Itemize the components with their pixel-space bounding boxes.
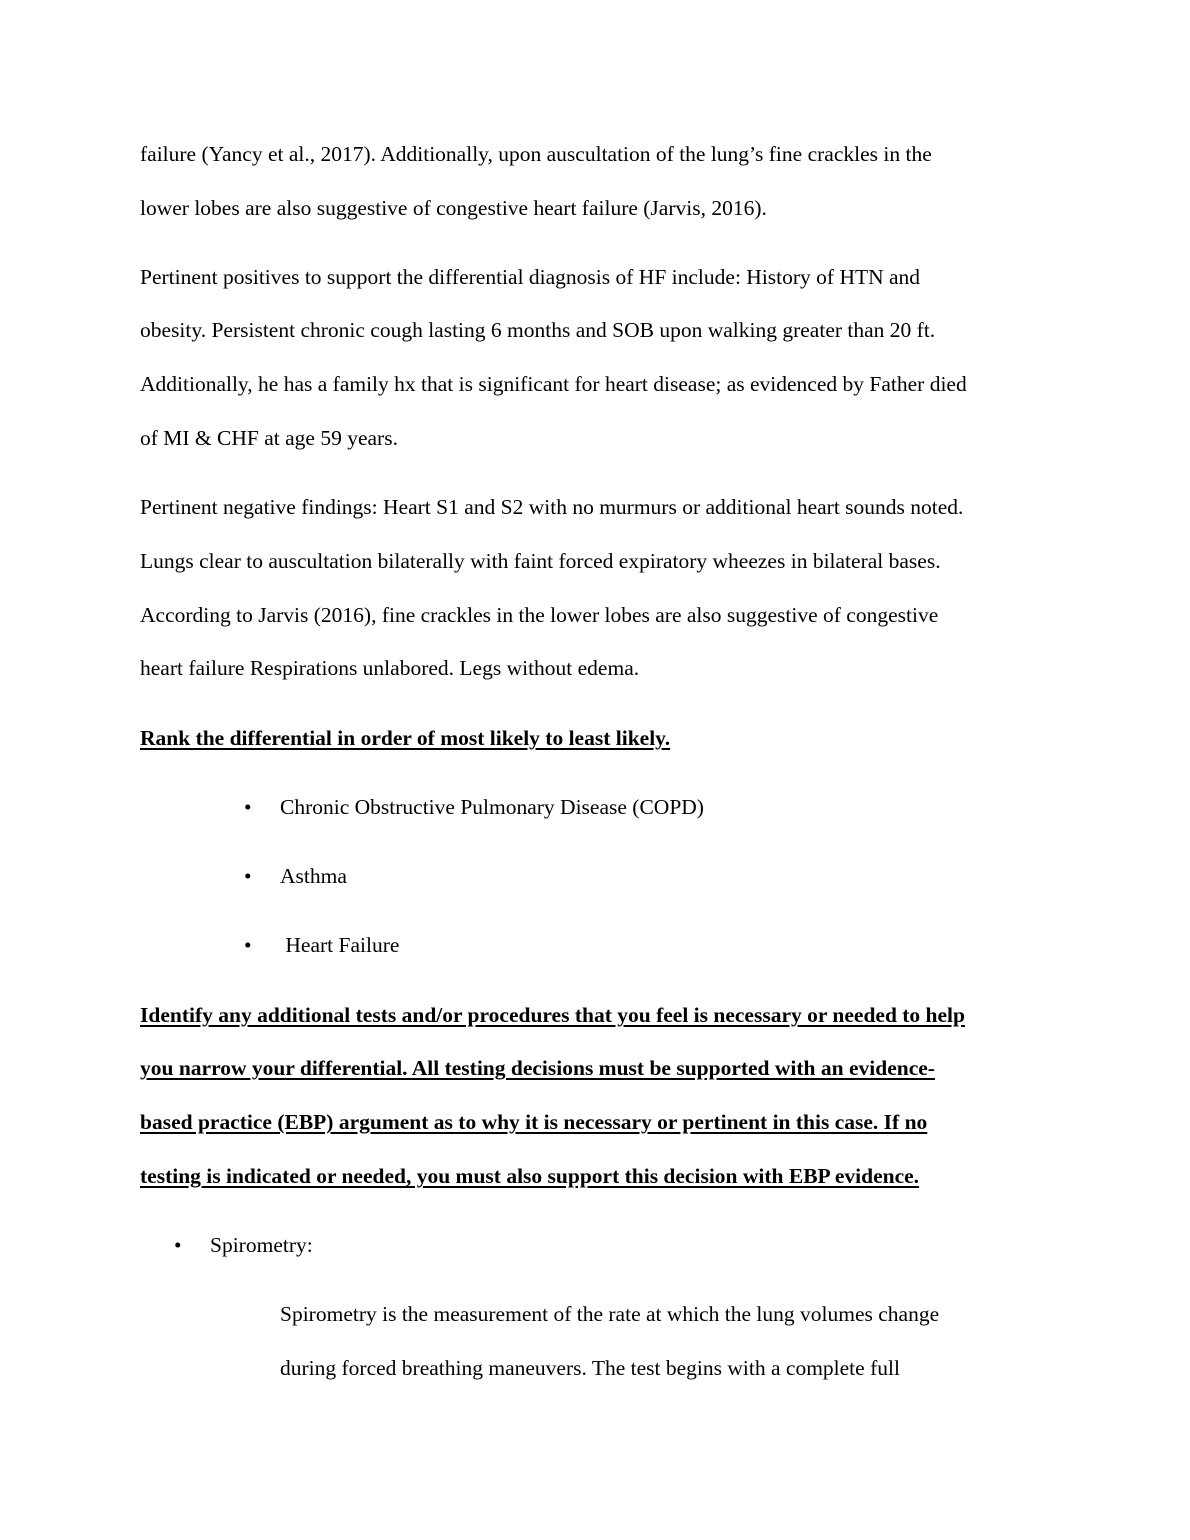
pertinent-negatives-line: Pertinent negative findings: Heart S1 and S2 with no murmurs or additional heart sounds noted. [140,495,964,519]
bullet-icon: • [174,1233,182,1257]
tests-heading-line: Identify any additional tests and/or procedures that you feel is necessary or needed to help [140,1003,965,1027]
pertinent-positives-line: obesity. Persistent chronic cough lasting 6 months and SOB upon walking greater than 20 ft. [140,318,936,342]
tests-heading-line: based practice (EBP) argument as to why it is necessary or pertinent in this case. If no [140,1110,928,1134]
test-description-line: Spirometry is the measurement of the rate at which the lung volumes change [280,1302,940,1326]
test-label: Spirometry: [210,1233,313,1257]
bullet-icon: • [244,933,252,957]
pertinent-positives-line: Additionally, he has a family hx that is significant for heart disease; as evidenced by Father died [140,372,967,396]
paragraph-line: failure (Yancy et al., 2017). Additionally, upon auscultation of the lung’s fine crackles in the [140,142,932,166]
test-description-line: during forced breathing maneuvers. The test begins with a complete full [280,1356,900,1380]
paragraph-line: lower lobes are also suggestive of congestive heart failure (Jarvis, 2016). [140,196,767,220]
pertinent-negatives-line: heart failure Respirations unlabored. Legs without edema. [140,656,640,680]
pertinent-negatives-line: Lungs clear to auscultation bilaterally with faint forced expiratory wheezes in bilateral bases. [140,549,941,573]
pertinent-positives-line: of MI & CHF at age 59 years. [140,426,398,450]
pertinent-negatives-line: According to Jarvis (2016), fine crackles in the lower lobes are also suggestive of congestive [140,603,939,627]
differential-label: Chronic Obstructive Pulmonary Disease (COPD) [280,795,704,819]
bullet-icon: • [244,795,252,819]
differential-label: Asthma [280,864,347,888]
tests-heading-line: testing is indicated or needed, you must also support this decision with EBP evidence. [140,1164,920,1188]
rank-heading: Rank the differential in order of most likely to least likely. [140,726,671,750]
pertinent-positives-line: Pertinent positives to support the differential diagnosis of HF include: History of HTN and [140,265,921,289]
tests-heading-line: you narrow your differential. All testing decisions must be supported with an evidence- [140,1056,935,1080]
differential-label: Heart Failure [280,933,400,957]
bullet-icon: • [244,864,252,888]
